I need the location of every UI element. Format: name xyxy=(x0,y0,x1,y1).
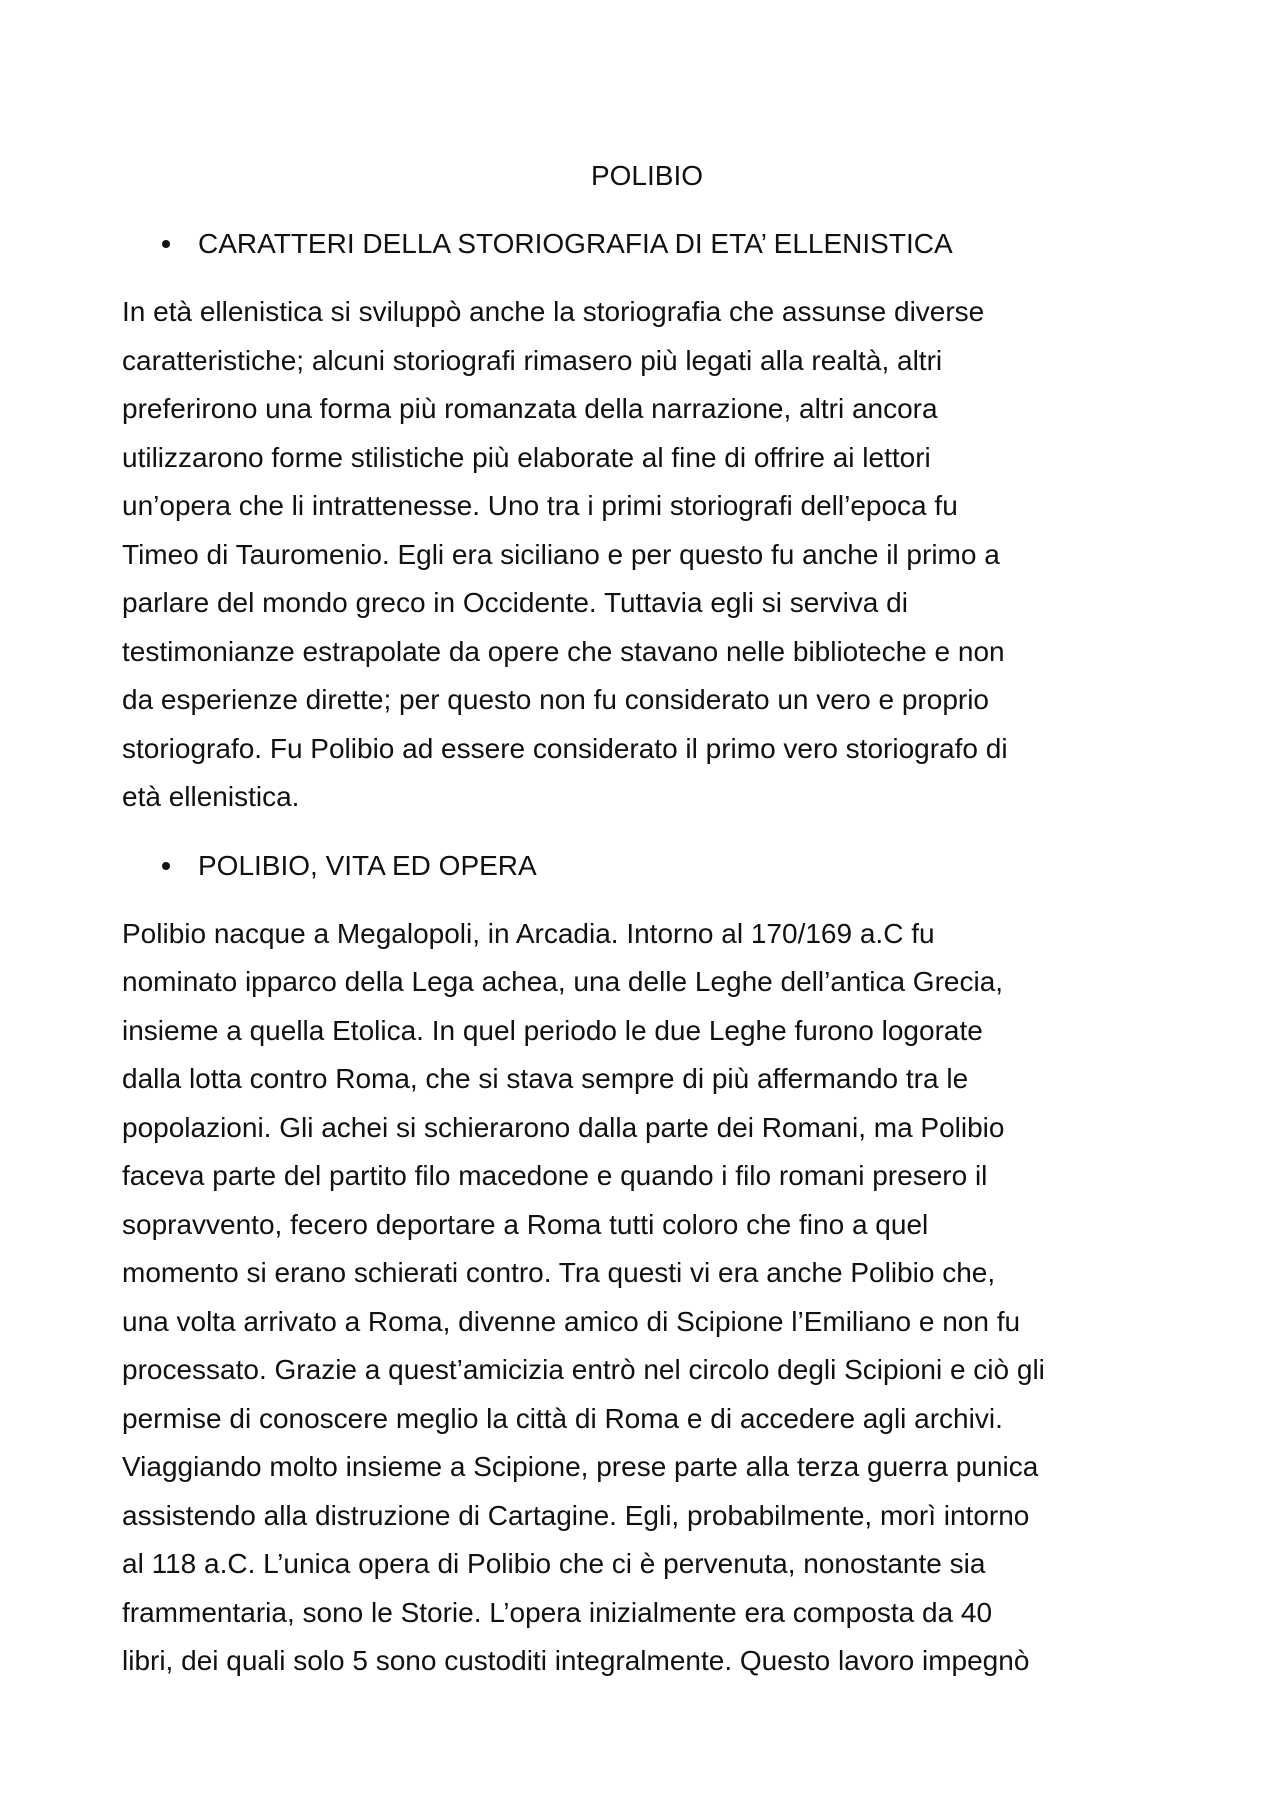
text-line: insieme a quella Etolica. In quel periodo le due Leghe furono logorate xyxy=(122,1014,983,1046)
section-heading-vita-opera xyxy=(122,842,1172,890)
paragraph-vita-opera xyxy=(122,910,1172,1686)
section-heading-caratteri xyxy=(122,220,1172,268)
text-line: frammentaria, sono le Storie. L’opera inizialmente era composta da 40 xyxy=(122,1596,993,1628)
text-line: al 118 a.C. L’unica opera di Polibio che ci è pervenuta, nonostante sia xyxy=(122,1548,986,1579)
text-line: assistendo alla distruzione di Cartagine. Egli, probabilmente, morì intorno xyxy=(122,1499,1030,1531)
bullet-icon xyxy=(162,240,170,248)
text-line: libri, dei quali solo 5 sono custoditi integralmente. Questo lavoro impegnò xyxy=(122,1645,1030,1676)
text-line: parlare del mondo greco in Occidente. Tuttavia egli si serviva di xyxy=(122,587,908,618)
paragraph-caratteri xyxy=(122,288,1172,822)
document-title: POLIBIO xyxy=(590,160,704,191)
text-line: Viaggiando molto insieme a Scipione, prese parte alla terza guerra punica xyxy=(122,1451,1039,1482)
text-line: testimonianze estrapolate da opere che stavano nelle biblioteche e non xyxy=(122,635,1005,667)
text-line: sopravvento, fecero deportare a Roma tutti coloro che fino a quel xyxy=(122,1208,929,1240)
text-line: dalla lotta contro Roma, che si stava sempre di più affermando tra le xyxy=(122,1063,969,1094)
text-line: un’opera che li intrattenesse. Uno tra i primi storiografi dell’epoca fu xyxy=(122,490,958,521)
text-line: età ellenistica. xyxy=(122,781,300,812)
text-line: storiografo. Fu Polibio ad essere considerato il primo vero storiografo di xyxy=(122,732,1008,764)
bullet-icon xyxy=(162,862,170,870)
text-line: permise di conoscere meglio la città di Roma e di accedere agli archivi. xyxy=(122,1402,1003,1434)
text-line: momento si erano schierati contro. Tra questi vi era anche Polibio che, xyxy=(122,1257,996,1288)
text-line: una volta arrivato a Roma, divenne amico di Scipione l’Emiliano e non fu xyxy=(122,1305,1021,1337)
text-line: Timeo di Tauromenio. Egli era siciliano e per questo fu anche il primo a xyxy=(122,538,1000,570)
text-line: da esperienze dirette; per questo non fu considerato un vero e proprio xyxy=(122,684,990,715)
text-line: nominato ipparco della Lega achea, una delle Leghe dell’antica Grecia, xyxy=(122,966,1004,997)
section-heading-text: CARATTERI DELLA STORIOGRAFIA DI ETA’ ELLENISTICA xyxy=(198,228,953,259)
text-line: popolazioni. Gli achei si schierarono dalla parte dei Romani, ma Polibio xyxy=(122,1111,1005,1143)
text-line: Polibio nacque a Megalopoli, in Arcadia. Intorno al 170/169 a.C fu xyxy=(122,917,935,949)
text-line: preferirono una forma più romanzata della narrazione, altri ancora xyxy=(122,393,938,424)
text-line: faceva parte del partito filo macedone e quando i filo romani presero il xyxy=(122,1160,988,1191)
text-line: processato. Grazie a quest’amicizia entrò nel circolo degli Scipioni e ciò gli xyxy=(122,1354,1045,1385)
document-content xyxy=(122,152,1172,1706)
text-line: caratteristiche; alcuni storiografi rimasero più legati alla realtà, altri xyxy=(122,344,943,376)
section-heading-text: POLIBIO, VITA ED OPERA xyxy=(198,849,537,881)
text-line: utilizzarono forme stilistiche più elaborate al fine di offrire ai lettori xyxy=(122,441,931,473)
text-line: In età ellenistica si sviluppò anche la storiografia che assunse diverse xyxy=(122,296,985,327)
